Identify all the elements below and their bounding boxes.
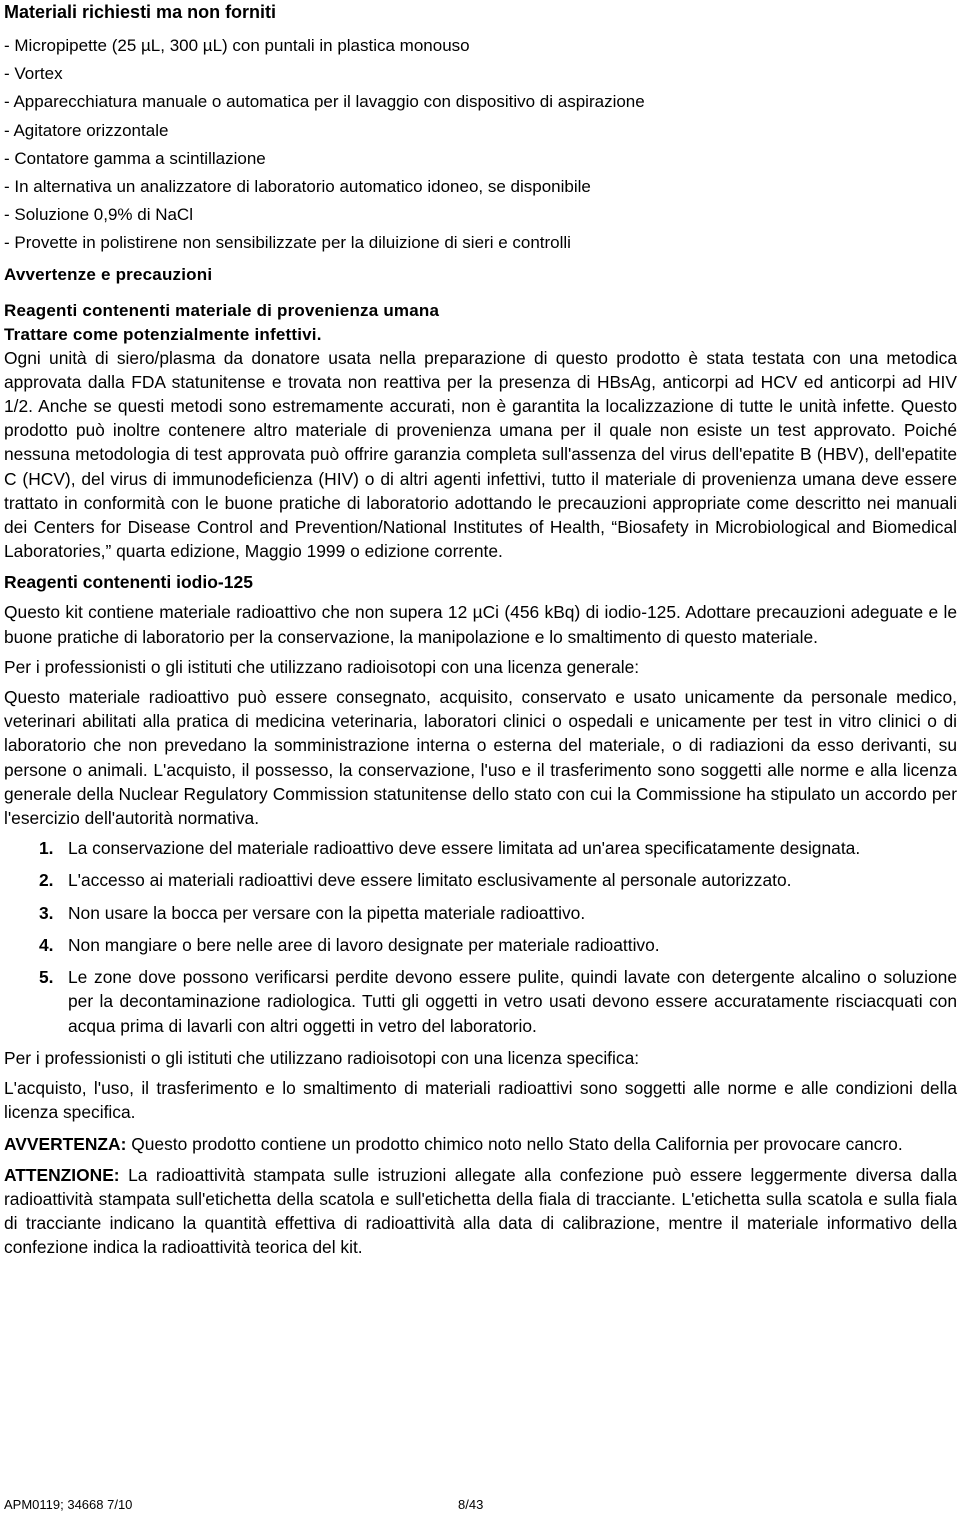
list-item-number: 1. <box>39 838 54 859</box>
list-item: - Apparecchiatura manuale o automatica per il lavaggio con dispositivo di aspirazione <box>4 92 645 112</box>
list-item <box>4 836 957 860</box>
list-item: - Soluzione 0,9% di NaCl <box>4 205 193 225</box>
list-item: - Contatore gamma a scintillazione <box>4 148 266 168</box>
radioactive-rules-list <box>4 836 957 1037</box>
avvertenza-paragraph <box>4 1132 957 1156</box>
list-item-number: 2. <box>39 870 54 891</box>
materials-heading: Materiali richiesti ma non forniti <box>4 2 277 22</box>
attenzione-paragraph <box>4 1163 957 1260</box>
avvertenza-label: AVVERTENZA: <box>4 1134 127 1155</box>
document-code: APM0119; 34668 7/10 <box>4 1497 133 1512</box>
human-material-paragraph: Ogni unità di siero/plasma da donatore usata nella preparazione di questo prodotto è stata testata con una metodica approvata dalla FDA statunitense e trovata non reattiva per la presenza di HBsAg, anticorpi ad HCV ed anticorpi ad HIV 1/2. Anche se questi metodi sono estremamente accurati, non è garantita la localizzazione di tutte le unità infette. Questo prodotto può inoltre contenere altro materiale di provenienza umana per il quale non esiste un test approvato. Poiché nessuna metodologia di test approvata può offrire garanzia completa sull'assenza del virus dell'epatite B (HBV), dell'epatite C (HCV), del virus di immunodeficienza (HIV) o di altri agenti infettivi, tutto il materiale di provenienza umana deve essere trattato in conformità con le buone pratiche di laboratorio adottando le precauzioni appropriate come descritto nei manuali dei Centers for Disease Control and Prevention/National Institutes of Health, “Biosafety in Microbiological and Biomedical Laboratories,” quarta edizione, Maggio 1999 o edizione corrente. <box>4 347 957 562</box>
attenzione-label: ATTENZIONE: <box>4 1164 120 1185</box>
list-item-text: Non mangiare o bere nelle aree di lavoro designate per materiale radioattivo. <box>68 934 660 955</box>
list-item <box>4 965 957 1038</box>
list-item: - Provette in polistirene non sensibilizzate per la diluizione di sieri e controlli <box>4 233 571 253</box>
iodine-paragraph: Questo kit contiene materiale radioattivo che non supera 12 µCi (456 kBq) di iodio-125. Adottare precauzioni adeguate e le buone pratiche di laboratorio per la conservazione, la manipolazione e lo smaltimento di questo materiale. <box>4 602 957 647</box>
list-item-number: 4. <box>39 934 54 955</box>
list-item <box>4 933 957 957</box>
list-item: - Vortex <box>4 64 63 84</box>
general-license-intro: Per i professionisti o gli istituti che utilizzano radioisotopi con una licenza generale: <box>4 656 640 677</box>
materials-list <box>4 32 957 258</box>
general-license-paragraph: Questo materiale radioattivo può essere consegnato, acquisito, conservato e usato unicamente da personale medico, veterinari abilitati alla pratica di medicina veterinaria, laboratori clinici o ospedali e unicamente per test in vitro clinici o di laboratorio che non prevedano la somministrazione interna o esterna del materiale, o di radiazioni da esso derivanti, su persone o animali. L'acquisto, il possesso, la conservazione, l'uso e il trasferimento sono soggetti alle norme e alla licenza generale della Nuclear Regulatory Commission statunitense dello stato con cui la Commissione ha stipulato un accordo per l'esercizio dell'autorità normativa. <box>4 687 957 829</box>
human-material-heading: Reagenti contenenti materiale di provenienza umana <box>4 300 440 320</box>
specific-license-intro: Per i professionisti o gli istituti che utilizzano radioisotopi con una licenza specifica: <box>4 1047 640 1068</box>
iodine-heading: Reagenti contenenti iodio-125 <box>4 572 253 593</box>
list-item-number: 3. <box>39 902 54 923</box>
warnings-heading: Avvertenze e precauzioni <box>4 264 213 284</box>
list-item-text: Non usare la bocca per versare con la pipetta materiale radioattivo. <box>68 902 586 923</box>
list-item <box>4 868 957 892</box>
list-item <box>4 901 957 925</box>
specific-license-paragraph: L'acquisto, l'uso, il trasferimento e lo smaltimento di materiali radioattivi sono soggetti alle norme e alle condizioni della licenza specifica. <box>4 1077 957 1123</box>
list-item-number: 5. <box>39 967 54 988</box>
list-item: - In alternativa un analizzatore di laboratorio automatico idoneo, se disponibile <box>4 177 591 197</box>
page-number: 8/43 <box>458 1497 484 1512</box>
list-item: - Micropipette (25 µL, 300 µL) con puntali in plastica monouso <box>4 36 470 55</box>
document-page <box>4 0 957 1259</box>
attenzione-text: La radioattività stampata sulle istruzioni allegate alla confezione può essere leggermente diversa dalla radioattività stampata sull'etichetta della scatola e sull'etichetta della fiala di tracciante. L'etichetta sulla scatola e sulla fiala di tracciante indicano la quantità effettiva di radioattività alla data di calibrazione, mentre il materiale informativo della confezione indica la radioattività teorica del kit. <box>4 1164 957 1258</box>
list-item-text: La conservazione del materiale radioattivo deve essere limitata ad un'area specificatamente designata. <box>68 838 861 859</box>
human-material-subheading: Trattare come potenzialmente infettivi. <box>4 324 322 344</box>
list-item-text: L'accesso ai materiali radioattivi deve essere limitato esclusivamente al personale autorizzato. <box>68 870 792 891</box>
list-item: - Agitatore orizzontale <box>4 120 169 140</box>
avvertenza-text: Questo prodotto contiene un prodotto chimico noto nello Stato della California per provocare cancro. <box>126 1134 903 1155</box>
list-item-text: Le zone dove possono verificarsi perdite devono essere pulite, quindi lavate con detergente alcalino o soluzione per la decontaminazione radiologica. Tutti gli oggetti in vetro usati devono essere accuratamente risciacquati con acqua prima di lavarli con altri oggetti in vetro del laboratorio. <box>68 967 957 1036</box>
